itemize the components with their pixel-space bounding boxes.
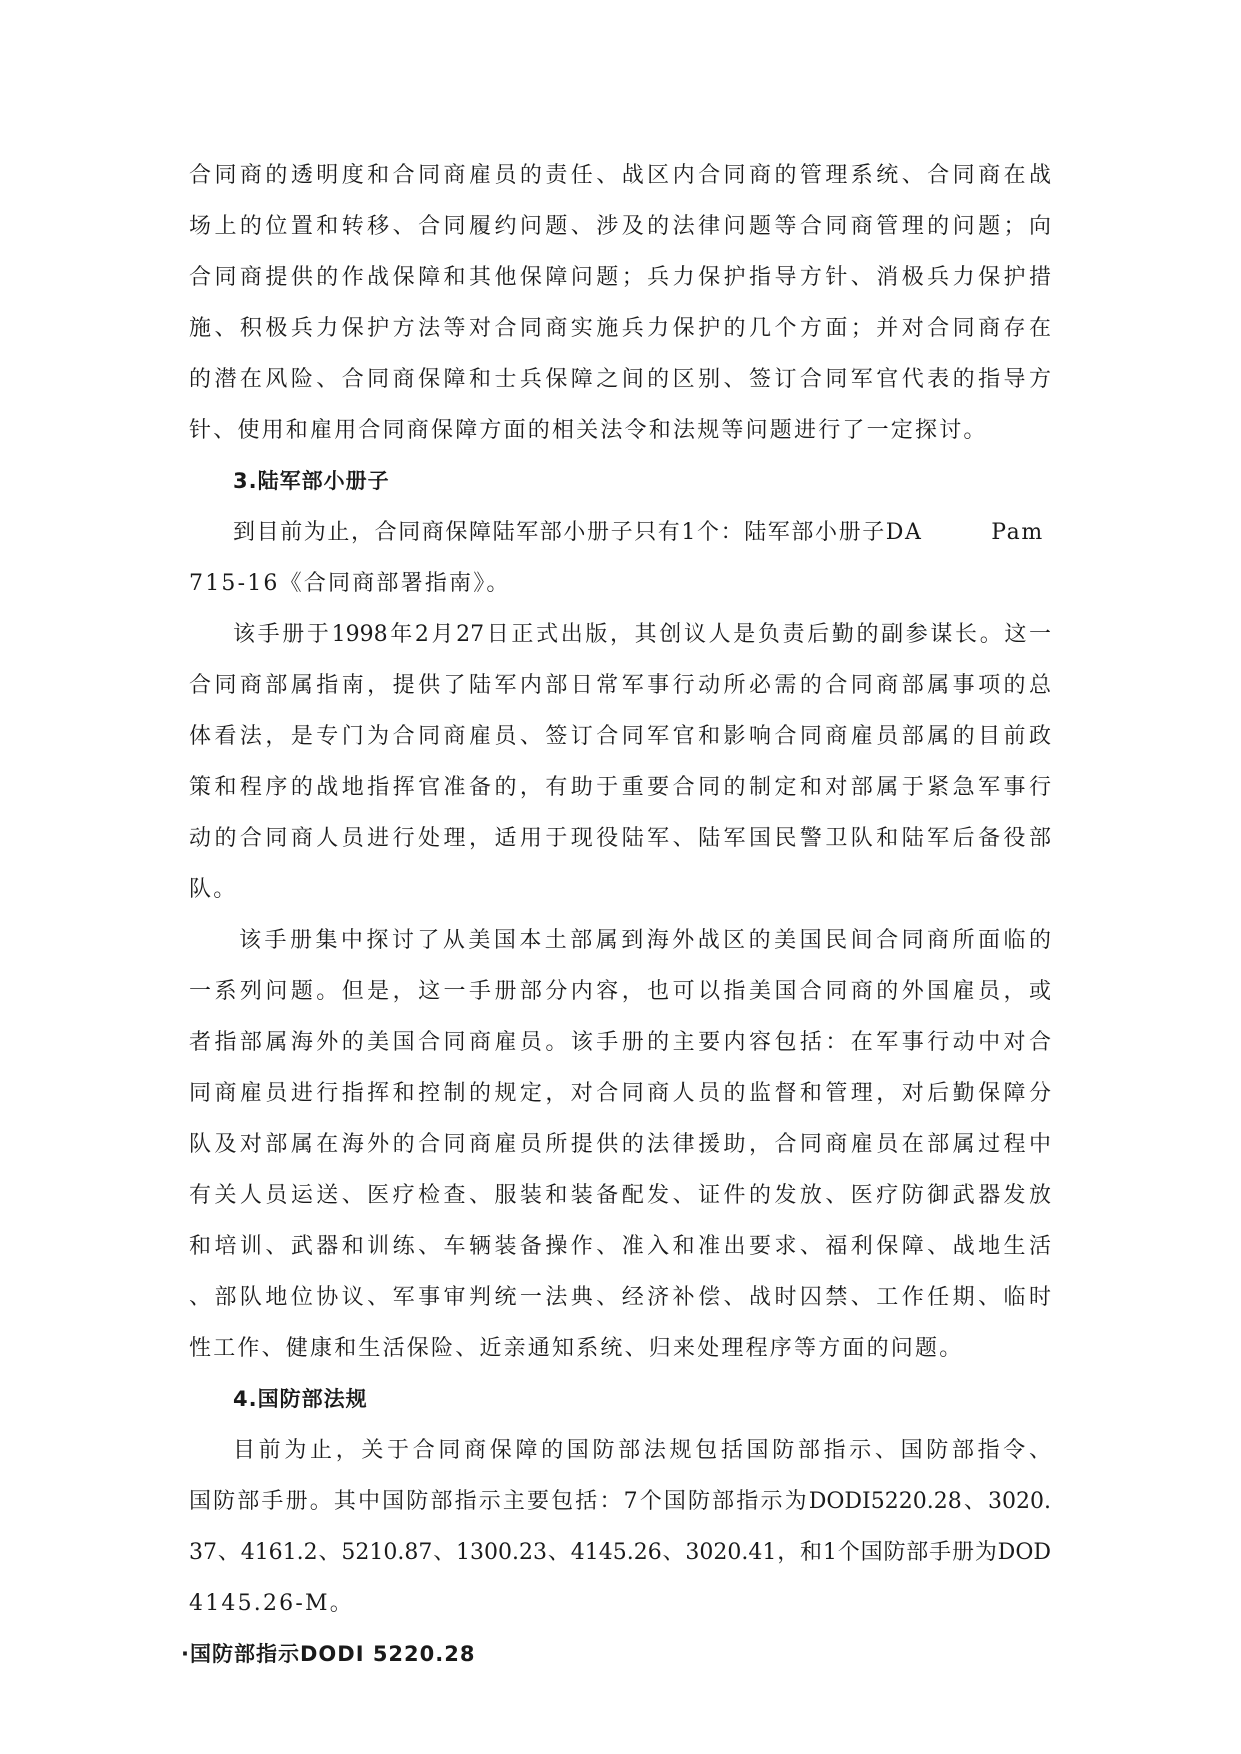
text-line: 者指部属海外的美国合同商雇员。该手册的主要内容包括：在军事行动中对合: [189, 1030, 1051, 1055]
text-line: 性工作、健康和生活保险、近亲通知系统、归来处理程序等方面的问题。: [189, 1336, 964, 1361]
text-line: 场上的位置和转移、合同履约问题、涉及的法律问题等合同商管理的问题；向: [189, 214, 1051, 239]
paragraph-1: [189, 150, 1051, 456]
section-heading-4: 4.国防部法规: [233, 1387, 368, 1411]
text-line: 目前为止，关于合同商保障的国防部法规包括国防部指示、国防部指令、: [233, 1438, 1051, 1463]
text-line: 有关人员运送、医疗检查、服装和装备配发、证件的发放、医疗防御武器发放: [189, 1183, 1051, 1208]
text-line: 合同商的透明度和合同商雇员的责任、战区内合同商的管理系统、合同商在战: [189, 163, 1051, 188]
text-line: 、部队地位协议、军事审判统一法典、经济补偿、战时囚禁、工作任期、临时: [189, 1285, 1051, 1310]
bullet-heading-dodi-5220-28: ·国防部指示DODI 5220.28: [181, 1642, 476, 1666]
paragraph-5: [189, 1425, 1051, 1629]
text-line: 队及对部属在海外的合同商雇员所提供的法律援助，合同商雇员在部属过程中: [189, 1132, 1051, 1157]
paragraph-3: [189, 609, 1051, 915]
text-line: 和培训、武器和训练、车辆装备操作、准入和准出要求、福利保障、战地生活: [189, 1234, 1051, 1259]
paragraph-4: [189, 915, 1051, 1374]
text-line: 的潜在风险、合同商保障和士兵保障之间的区别、签订合同军官代表的指导方: [189, 367, 1051, 392]
paragraph-2: [189, 507, 1051, 609]
text-line: 国防部手册。其中国防部指示主要包括：7个国防部指示为DODI5220.28、3020.: [189, 1489, 1051, 1514]
text-line: 同商雇员进行指挥和控制的规定，对合同商人员的监督和管理，对后勤保障分: [189, 1081, 1051, 1106]
text-line: 体看法，是专门为合同商雇员、签订合同军官和影响合同商雇员部属的目前政: [189, 724, 1051, 749]
text-line: 一系列问题。但是，这一手册部分内容，也可以指美国合同商的外国雇员，或: [189, 979, 1051, 1004]
text-line: 到目前为止，合同商保障陆军部小册子只有1个：陆军部小册子DA Pam: [233, 520, 1044, 545]
text-line: 37、4161.2、5210.87、1300.23、4145.26、3020.41，和1个国防部手册为DOD: [189, 1540, 1051, 1565]
text-line: 合同商部属指南，提供了陆军内部日常军事行动所必需的合同商部属事项的总: [189, 673, 1051, 698]
text-line: 合同商提供的作战保障和其他保障问题；兵力保护指导方针、消极兵力保护措: [189, 265, 1051, 290]
text-line: 施、积极兵力保护方法等对合同商实施兵力保护的几个方面；并对合同商存在: [189, 316, 1051, 341]
section-heading-3: 3.陆军部小册子: [233, 469, 390, 493]
text-line: 针、使用和雇用合同商保障方面的相关法令和法规等问题进行了一定探讨。: [189, 418, 988, 443]
text-line: 队。: [189, 877, 238, 902]
text-line: 策和程序的战地指挥官准备的，有助于重要合同的制定和对部属于紧急军事行: [189, 775, 1051, 800]
text-line: 该手册集中探讨了从美国本土部属到海外战区的美国民间合同商所面临的: [239, 928, 1051, 953]
text-line: 4145.26-M。: [189, 1591, 354, 1616]
document-page: [181, 150, 1051, 1680]
text-line: 715-16《合同商部署指南》。: [189, 571, 511, 596]
text-line: 动的合同商人员进行处理，适用于现役陆军、陆军国民警卫队和陆军后备役部: [189, 826, 1051, 851]
text-line: 该手册于1998年2月27日正式出版，其创议人是负责后勤的副参谋长。这一: [233, 622, 1051, 647]
